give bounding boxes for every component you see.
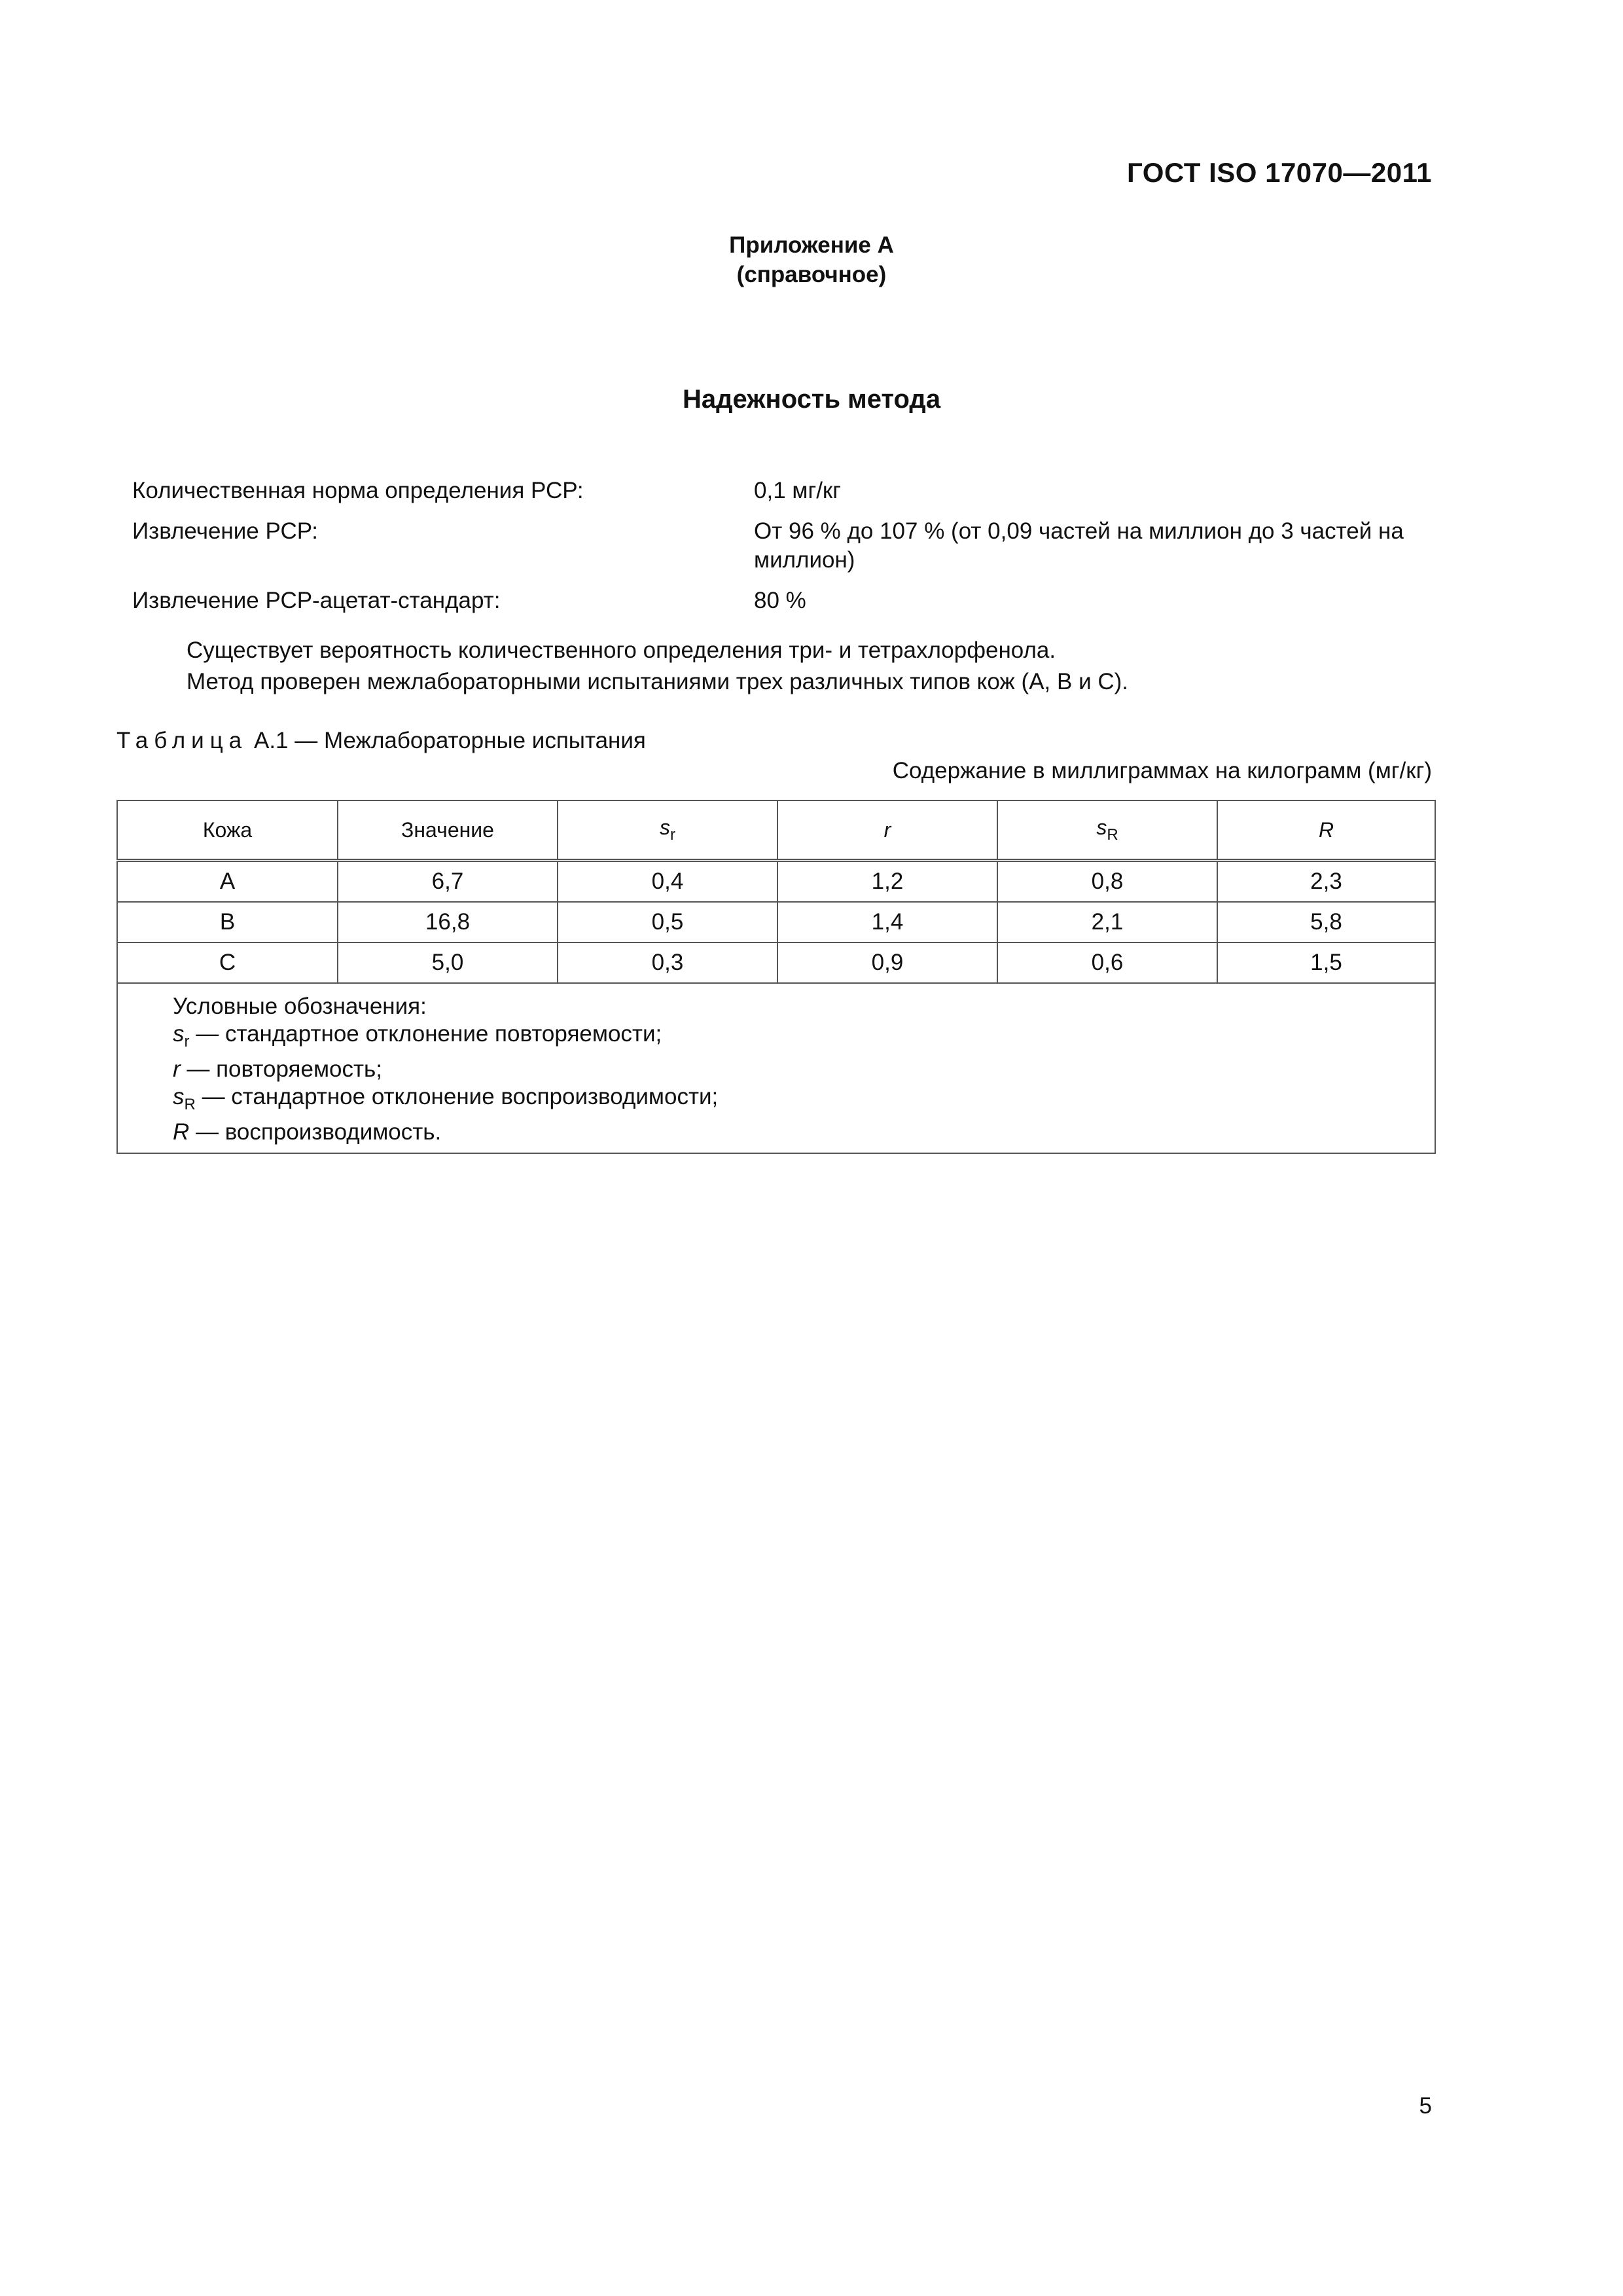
interlab-table	[116, 800, 1436, 1154]
header-sr-symbol: s	[660, 816, 670, 839]
cell-value: 5,0	[338, 942, 558, 983]
annex-subtitle: (справочное)	[736, 262, 887, 287]
cell-skin: B	[117, 902, 338, 942]
legend-symbol: s	[173, 1084, 185, 1109]
header-R: R	[1217, 800, 1435, 861]
cell-sr: 0,3	[558, 942, 777, 983]
legend-symbol: s	[173, 1021, 185, 1047]
legend-text: — стандартное отклонение повторяемости;	[189, 1021, 662, 1047]
note-paragraph: Метод проверен межлабораторными испытаниями трех различных типов кож (А, В и С).	[187, 669, 1128, 694]
cell-sr: 0,5	[558, 902, 777, 942]
cell-r: 1,2	[777, 861, 997, 903]
cell-value: 16,8	[338, 902, 558, 942]
cell-R: 2,3	[1217, 861, 1435, 903]
header-sr-subscript: r	[670, 826, 675, 844]
cell-skin: A	[117, 861, 338, 903]
legend-subscript: r	[184, 1033, 190, 1050]
legend-text: — стандартное отклонение воспроизводимости;	[195, 1084, 719, 1109]
header-sR-subscript: R	[1107, 826, 1118, 844]
table-row	[117, 942, 1435, 983]
table-units: Содержание в миллиграммах на килограмм (мг/кг)	[892, 758, 1432, 783]
table-caption	[116, 728, 646, 754]
legend-item	[173, 1020, 1435, 1056]
section-title: Надежность метода	[682, 385, 941, 414]
parameter-label: Извлечение РСР:	[132, 518, 319, 544]
parameter-label: Количественная норма определения РСР:	[132, 478, 584, 503]
header-sR	[997, 800, 1217, 861]
table-caption-prefix: Таблица	[116, 728, 248, 753]
legend-item	[173, 1056, 1435, 1083]
page-number: 5	[1419, 2093, 1432, 2119]
table-legend-row	[117, 983, 1435, 1153]
document-code: ГОСТ ISO 17070—2011	[1127, 157, 1432, 188]
cell-R: 5,8	[1217, 902, 1435, 942]
parameter-row	[132, 517, 1435, 575]
parameter-row	[132, 586, 1435, 615]
cell-r: 0,9	[777, 942, 997, 983]
header-skin: Кожа	[117, 800, 338, 861]
note-paragraph: Существует вероятность количественного определения три- и тетрахлорфенола.	[187, 637, 1056, 663]
parameters-list	[132, 476, 1435, 627]
annex-title: Приложение А	[729, 232, 894, 258]
cell-value: 6,7	[338, 861, 558, 903]
cell-sr: 0,4	[558, 861, 777, 903]
parameter-value: 0,1 мг/кг	[754, 478, 842, 503]
legend-subscript: R	[184, 1096, 196, 1113]
legend-item	[173, 1119, 1435, 1146]
legend-item	[173, 1083, 1435, 1119]
legend-symbol: r	[173, 1056, 181, 1082]
table-legend	[117, 983, 1435, 1153]
header-sR-symbol: s	[1096, 816, 1107, 839]
parameter-value: От 96 % до 107 % (от 0,09 частей на миллион до 3 частей на миллион)	[754, 518, 1404, 573]
cell-sR: 0,8	[997, 861, 1217, 903]
legend-text: — воспроизводимость.	[189, 1119, 442, 1145]
table-caption-text: А.1 — Межлабораторные испытания	[253, 728, 646, 753]
cell-sR: 2,1	[997, 902, 1217, 942]
cell-skin: C	[117, 942, 338, 983]
table-row	[117, 861, 1435, 903]
parameter-label: Извлечение РСР-ацетат-стандарт:	[132, 588, 501, 613]
cell-R: 1,5	[1217, 942, 1435, 983]
parameter-value: 80 %	[754, 588, 806, 613]
cell-sR: 0,6	[997, 942, 1217, 983]
cell-r: 1,4	[777, 902, 997, 942]
table-header-row	[117, 800, 1435, 861]
header-sr	[558, 800, 777, 861]
legend-symbol: R	[173, 1119, 190, 1145]
legend-text: — повторяемость;	[180, 1056, 382, 1082]
parameter-row	[132, 476, 1435, 505]
header-r: r	[777, 800, 997, 861]
table-row	[117, 902, 1435, 942]
header-value: Значение	[338, 800, 558, 861]
legend-title: Условные обозначения:	[173, 994, 427, 1019]
